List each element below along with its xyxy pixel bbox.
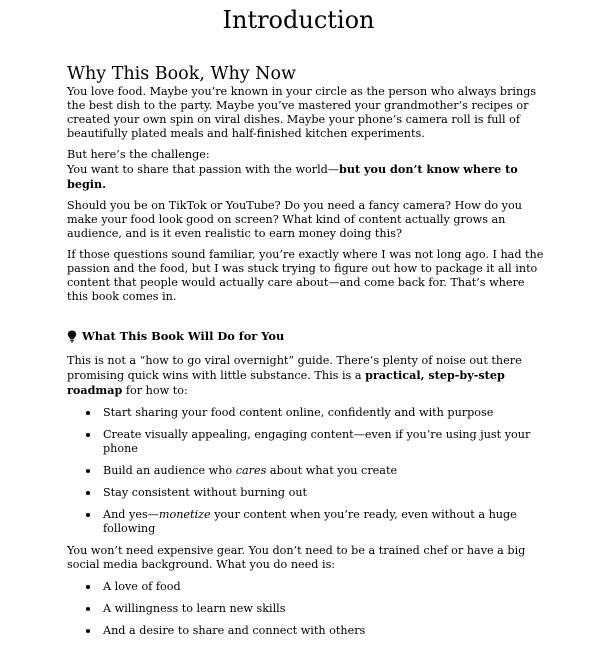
bullet-icon: [86, 411, 90, 415]
list-item-text: And yes—: [103, 508, 159, 521]
bullet-icon: [86, 433, 90, 437]
list-item: [67, 624, 547, 638]
bullet-icon: [86, 491, 90, 495]
bullet-icon: [86, 629, 90, 633]
bullet-icon: [86, 513, 90, 517]
lightbulb-icon: [67, 330, 77, 343]
list-item-text: Stay consistent without burning out: [103, 486, 308, 499]
paragraph-no-gear: You won’t need expensive gear. You don’t need to be a trained chef or have a big social media background. What you do need is:: [67, 544, 526, 571]
list-item: [67, 602, 547, 616]
list-item-text: Create visually appealing, engaging content—even if you’re using just your phone: [103, 428, 531, 455]
list-item: [67, 580, 547, 594]
bullet-icon: [86, 585, 90, 589]
needs-list: [67, 580, 547, 638]
list-item: [67, 508, 547, 536]
subsection-title: What This Book Will Do for You: [82, 329, 285, 343]
list-item-text: Build an audience who: [103, 464, 236, 477]
list-item: [67, 406, 547, 420]
section-heading: Why This Book, Why Now: [67, 64, 296, 84]
roadmap-emphasis: practical, step-by-step roadmap: [67, 368, 505, 397]
page-title: Introduction: [222, 6, 375, 34]
paragraph-familiar: If those questions sound familiar, you’re exactly where I was not long ago. I had the passion and the food, but I was stuck trying to figure out how to package it all into content that people would actually care about—and come back for. That’s where this book comes in.: [67, 248, 544, 303]
document-body: [67, 64, 547, 646]
roadmap-lead: This is not a “how to go viral overnight” guide. There’s plenty of noise out there promising quick wins with little substance. This is a: [67, 354, 522, 382]
paragraph-questions: Should you be on TikTok or YouTube? Do you need a fancy camera? How do you make your food look good on screen? What kind of content actually grows an audience, and is it even realistic to earn money doing this?: [67, 199, 522, 240]
list-item-text: And a desire to share and connect with others: [103, 624, 366, 637]
paragraph-challenge: [67, 148, 547, 192]
bullet-icon: [86, 469, 90, 473]
list-item-text: A willingness to learn new skills: [103, 602, 286, 615]
challenge-line: But here’s the challenge:: [67, 148, 210, 161]
list-item-text: A love of food: [103, 580, 181, 593]
list-item: [67, 486, 547, 500]
list-item: [67, 464, 547, 478]
list-item-emphasis: cares: [235, 464, 267, 477]
paragraph-roadmap: [67, 354, 547, 398]
challenge-emphasis: but you don’t know where to begin.: [67, 162, 518, 191]
list-item-text: your content when you’re ready, even without a huge following: [103, 508, 517, 535]
list-item-emphasis: monetize: [158, 508, 211, 521]
paragraph-love-food: You love food. Maybe you’re known in your circle as the person who always brings the best dish to the party. Maybe you’ve mastered your grandmother’s recipes or created your own spin on viral dishes. Maybe your phone’s camera roll is full of beautifully plated meals and half-finished kitchen experiments.: [67, 85, 537, 140]
roadmap-tail: for how to:: [122, 384, 188, 397]
challenge-lead: You want to share that passion with the world—: [67, 163, 340, 176]
list-item: [67, 428, 547, 456]
list-item-text: about what you create: [266, 464, 398, 477]
bullet-icon: [86, 607, 90, 611]
subsection-heading: [67, 329, 547, 343]
list-item-text: Start sharing your food content online, confidently and with purpose: [103, 406, 494, 419]
goals-list: [67, 406, 547, 536]
